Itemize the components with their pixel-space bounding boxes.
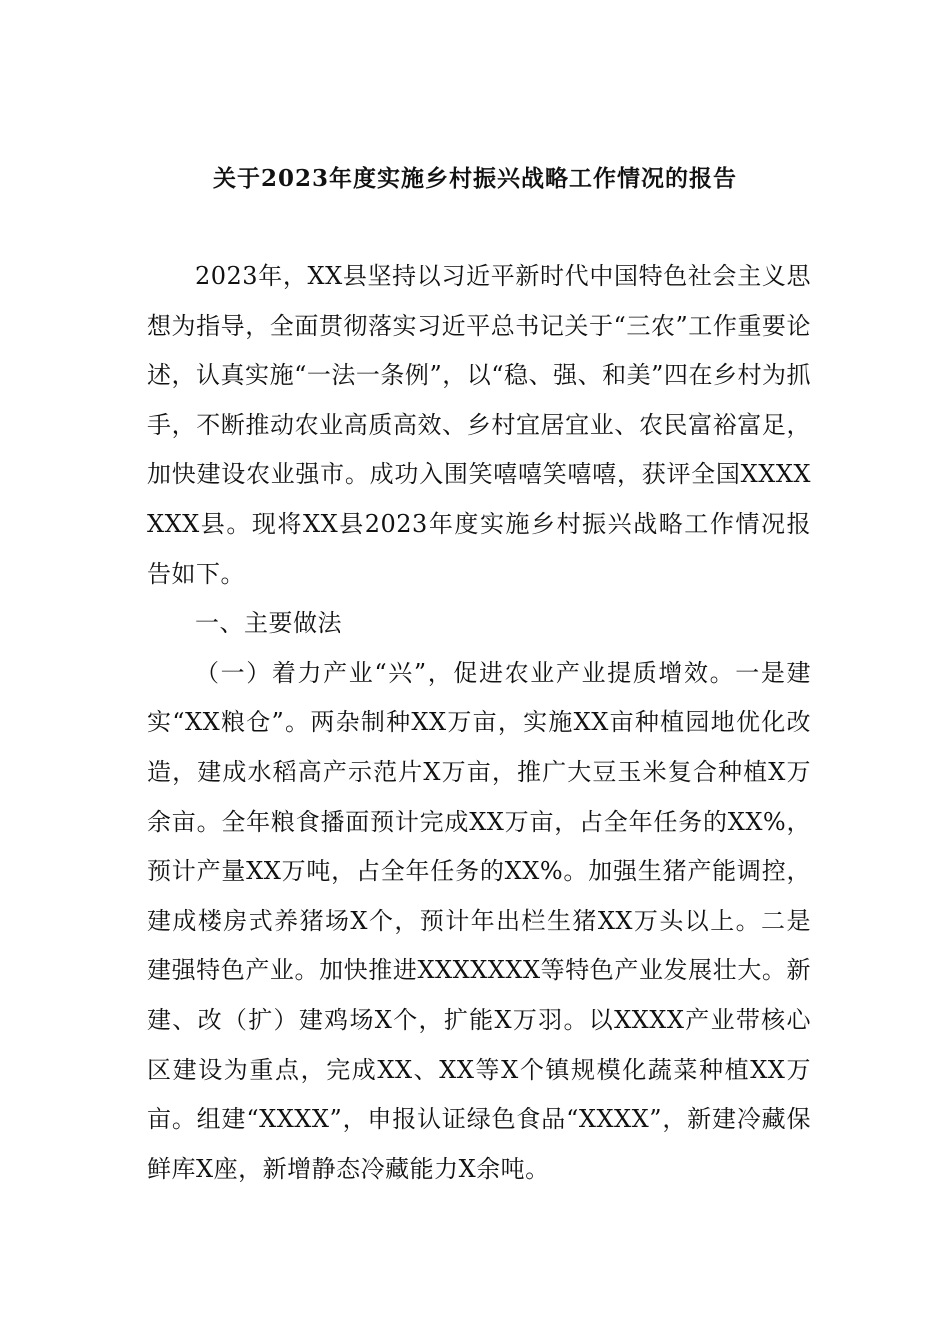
intro-paragraph: 2023年，XX县坚持以习近平新时代中国特色社会主义思想为指导，全面贯彻落实习近平总书记关于“三农”工作重要论述，认真实施“一法一条例”，以“稳、强、和美”四在乡村为抓手，不断推动农业高质高效、乡村宜居宜业、农民富裕富足，加快建设农业强市。成功入围笑嘻嘻笑嘻嘻，获评全国XXXXXXX县。现将XX县2023年度实施乡村振兴战略工作情况报告如下。 bbox=[147, 262, 811, 588]
subsection-paragraph: （一）着力产业“兴”，促进农业产业提质增效。一是建实“XX粮仓”。两杂制种XX万亩，实施XX亩种植园地优化改造，建成水稻高产示范片X万亩，推广大豆玉米复合种植X万余亩。全年粮食播面预计完成XX万亩，占全年任务的XX%，预计产量XX万吨，占全年任务的XX%。加强生猪产能调控，建成楼房式养猪场X个，预计年出栏生猪XX万头以上。二是建强特色产业。加快推进XXXXXXX等特色产业发展壮大。新建、改（扩）建鸡场X个，扩能X万羽。以XXXX产业带核心区建设为重点，完成XX、XX等X个镇规模化蔬菜种植XX万亩。组建“XXXX”，申报认证绿色食品“XXXX”，新建冷藏保鲜库X座，新增静态冷藏能力X余吨。 bbox=[147, 658, 811, 1183]
document-body bbox=[147, 252, 811, 1194]
section-heading: 一、主要做法 bbox=[195, 609, 342, 638]
document-title: 关于2023年度实施乡村振兴战略工作情况的报告 bbox=[212, 165, 737, 192]
